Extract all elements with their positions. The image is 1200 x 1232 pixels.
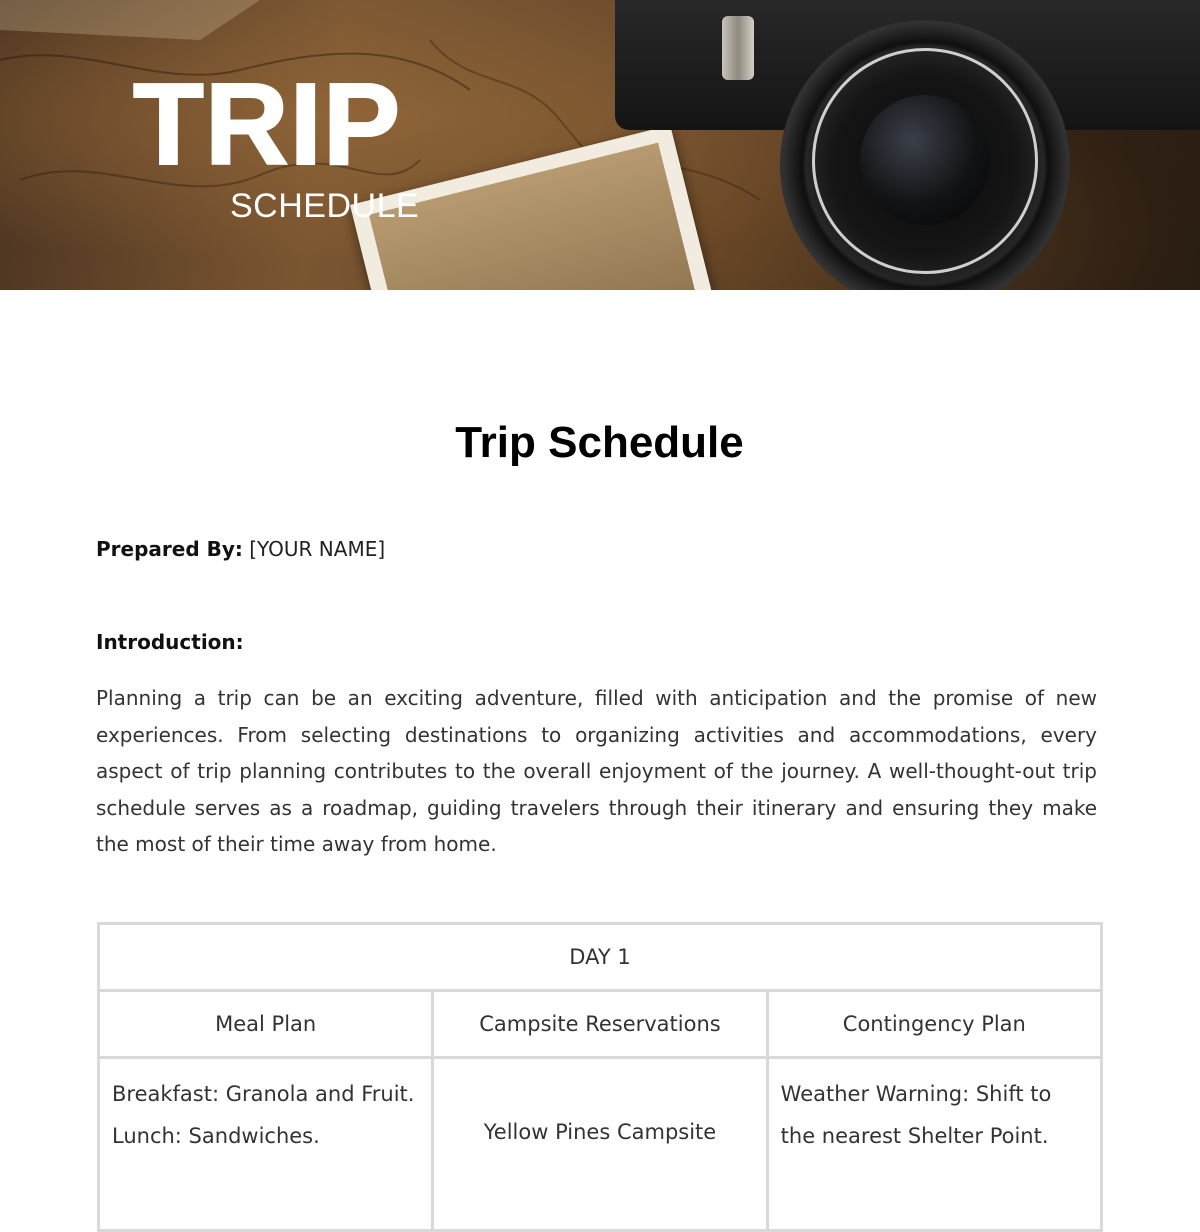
banner-title: TRIP (133, 59, 402, 189)
page-title: Trip Schedule (455, 418, 744, 467)
banner-subtitle: SCHEDULE (230, 187, 420, 225)
day-label: DAY 1 (99, 924, 1102, 991)
header-banner (0, 0, 1200, 290)
introduction-heading: Introduction: (96, 630, 244, 654)
column-header-contingency: Contingency Plan (767, 991, 1101, 1058)
prepared-by-value: [YOUR NAME] (249, 537, 386, 561)
prepared-by (96, 537, 385, 561)
campsite-cell (433, 1058, 767, 1231)
camera-knob-icon (722, 16, 754, 80)
meal-breakfast: Breakfast: Granola and Fruit. (112, 1082, 415, 1106)
contingency-cell (767, 1058, 1101, 1231)
meal-plan-cell (99, 1058, 433, 1231)
column-header-campsite: Campsite Reservations (433, 991, 767, 1058)
prepared-by-label: Prepared By: (96, 537, 243, 561)
lens-glass (860, 95, 990, 225)
campsite-name: Yellow Pines Campsite (483, 1120, 717, 1144)
day-header-row (99, 924, 1102, 991)
contingency-text: Weather Warning: Shift to the nearest Shelter Point. (780, 1082, 1052, 1148)
schedule-table (97, 922, 1103, 1232)
table-row (99, 1058, 1102, 1231)
introduction-text: Planning a trip can be an exciting adventure, filled with anticipation and the promise of new experiences. From selecting destinations to organizing activities and accommodations, every aspect of trip planning contributes to the overall enjoyment of the journey. A well-thought-out trip schedule serves as a roadmap, guiding travelers through their itinerary and ensuring they make the most of their time away from home. (96, 686, 1097, 856)
column-header-row (99, 991, 1102, 1058)
meal-lunch: Lunch: Sandwiches. (112, 1124, 320, 1148)
column-header-meal-plan: Meal Plan (99, 991, 433, 1058)
